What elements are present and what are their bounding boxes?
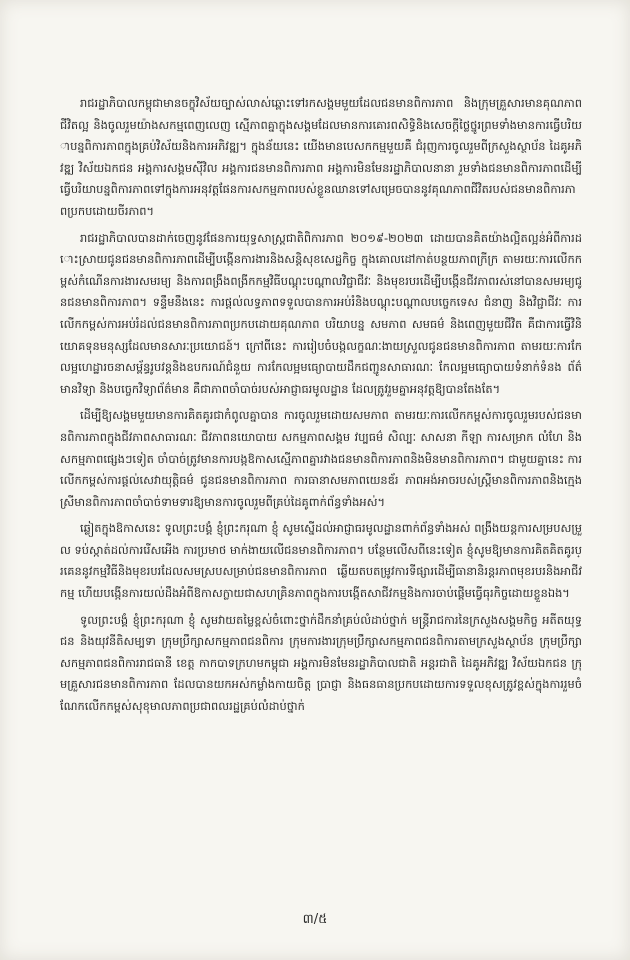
page-number: ៣/៥ xyxy=(302,912,328,927)
paragraph-1: រាជរដ្ឋាភិបាលកម្ពុជាមានចក្ខុវិស័យច្បាស់លាស់ឆ្ពោះទៅរកសង្គមមួយដែលជនមានពិការភាព និងក្រុមគ្រួសារមានគុណភាពជីវិតល្អ និងចូលរួមយ៉ាងសកម្មពេញលេញ ស្មើភាពគ្នាក្នុងសង្គមដែលមានការគោរពសិទ្ធិនិងសេចក្តីថ្លៃថ្នូរព្រមទាំងមានការធ្វើបរិយាបន្នពិការភាពក្នុងគ្រប់វិស័យនិងការអភិវឌ្ឍ។ ក្នុងន័យនេះ យើងមានបេសកកម្មមួយគឺ ជំរុញការចូលរួមពីក្រសួងស្ថាប័ន ដៃគូអភិវឌ្ឍ វិស័យឯកជន អង្គការសង្គមស៊ីវិល អង្គការជនមានពិការភាព អង្គការមិនមែនរដ្ឋាភិបាលនានា រួមទាំងជនមានពិការភាពដើម្បីធ្វើបរិយាបន្នពិការភាពទៅក្នុងការអនុវត្តផែនការសកម្មភាពរបស់ខ្លួនឈានទៅសម្រេចបាននូវគុណភាពជីវិតរបស់ជនមានពិការភាពប្រកបដោយចីរភាព។ xyxy=(60,96,582,218)
paragraph-3: ដើម្បីឱ្យសង្គមមួយមានការគិតគូរជាកំពូលគ្នាបាន ការចូលរួមដោយសមភាព តាមរយៈការលើកកម្ពស់ការចូលរួមរបស់ជនមានពិការភាពក្នុងជីវភាពសាធារណៈ ជីវភាពនយោបាយ សកម្មភាពសង្គម វប្បធម៌ សិល្បៈ សាសនា កីឡា ការសម្រាក លំហែ និងសកម្មភាពផ្សេងៗទៀត ចាំបាច់ត្រូវមានការបង្កឱកាសស្មើភាពគ្នារវាងជនមានពិការភាពនិងមិនមានពិការភាព។ ជាមួយគ្នានេះ ការលើកកម្ពស់ការផ្តល់សេវាយុត្តិធម៌ ជូនជនមានពិការភាព ការធានាសមភាពយេនឌ័រ ភាពអង់អាចរបស់ស្ត្រីមានពិការភាពនិងក្មេងស្រីមានពិការភាពចាំបាច់ទាមទារឱ្យមានការចូលរួមពីគ្រប់ដៃគូពាក់ព័ន្ធទាំងអស់។ xyxy=(60,408,582,509)
document-body xyxy=(60,93,582,723)
paragraph-4: ឆ្លៀតក្នុងឱកាសនេះ ទូលព្រះបង្គំ ខ្ញុំព្រះករុណា ខ្ញុំ សូមស្នើដល់អាជ្ញាធរមូលដ្ឋានពាក់ព័ន្ធទាំងអស់ ពង្រឹងយន្តការសម្របសម្រួល ទប់ស្កាត់ដល់ការរើសអើង ការប្រមាថ មាក់ងាយលើជនមានពិការភាព។ បន្ថែមលើសពីនេះទៀត ខ្ញុំសូមឱ្យមានការគិតគិតគូរប្រគេននូវកម្មវិធីនិងមុខរបរដែលសមស្របសម្រាប់ជនមានពិការភាព ឆ្លើយតបតម្រូវការទីផ្សារដើម្បីធានានិរន្តរភាពមុខរបរនិងអាជីវកម្ម ហើយបង្កើនការយល់ដឹងអំពីឱកាសក្លាយជាសហគ្រិនភាពក្នុងការបង្កើតសាជីវកម្មនិងការចាប់ផ្តើមធ្វើធុរកិច្ចដោយខ្លួនឯង។ xyxy=(60,521,582,601)
paragraph-2: រាជរដ្ឋាភិបាលបានដាក់ចេញនូវផែនការយុទ្ធសាស្ត្រជាតិពិការភាព ២០១៩-២០២៣ ដោយបានគិតយ៉ាងល្អិតល្អន់អំពីការដោះស្រាយជូនជនមានពិការភាពដើម្បីបង្កើនការងារនិងសន្តិសុខសេដ្ឋកិច្ច ក្នុងគោលដៅកាត់បន្ថយភាពក្រីក្រ តាមរយៈការលើកកម្ពស់កំណើនការងារសមរម្យ និងការពង្រឹងពង្រីកកម្មវិធីបណ្តុះបណ្តាលវិជ្ជាជីវៈ និងមុខរបរដើម្បីបង្កើនជីវភាពរស់នៅបានសមរម្យជូនជនមានពិការភាព។ ទន្ទឹមនឹងនេះ ការផ្តល់លទ្ធភាពទទួលបានការអប់រំនិងបណ្តុះបណ្តាលបច្ចេកទេស ជំនាញ និងវិជ្ជាជីវៈ ការលើកកម្ពស់ការអប់រំដល់ជនមានពិការភាពប្រកបដោយគុណភាព បរិយាបន្ន សមភាព សមធម៌ និងពេញមួយជីវិត គឺជាការធ្វើវិនិយោគទុនមនុស្សដែលមានសារៈប្រយោជន៍។ ក្រៅពីនេះ ការរៀបចំបង្កលក្ខណៈងាយស្រួលជូនជនមានពិការភាព តាមរយៈការកែលម្អហេដ្ឋារចនាសម្ព័ន្ធរូបវន្តនិងឧបករណ៍ជំនួយ ការកែលម្អមធ្យោបាយដឹកជញ្ជូនសាធារណៈ កែលម្អមធ្យោបាយទំនាក់ទំនង ព័ត៌មានវិទ្យា និងបច្ចេកវិទ្យាព័ត៌មាន គឺជាភាពចាំបាច់របស់អាជ្ញាធរមូលដ្ឋាន ដែលត្រូវរួមគ្នាអនុវត្តឱ្យបានតែងតែ។ xyxy=(60,230,582,396)
paragraph-5: ទូលព្រះបង្គំ ខ្ញុំព្រះករុណា ខ្ញុំ សូមវាយតម្លៃខ្ពស់ចំពោះថ្នាក់ដឹកនាំគ្រប់លំដាប់ថ្នាក់ មន្ត្រីរាជការនៃក្រសួងសង្គមកិច្ច អតីតយុទ្ធជន និងយុវនីតិសម្បទា ក្រុមប្រឹក្សាសកម្មភាពជនពិការ ក្រុមការងារក្រុមប្រឹក្សាសកម្មភាពជនពិការតាមក្រសួងស្ថាប័ន ក្រុមប្រឹក្សាសកម្មភាពជនពិការរាជធានី ខេត្ត កាកបាទក្រហមកម្ពុជា អង្គការមិនមែនរដ្ឋាភិបាលជាតិ អន្តរជាតិ ដៃគូអភិវឌ្ឍ វិស័យឯកជន ក្រុមគ្រួសារជនមានពិការភាព ដែលបានយកអស់កម្លាំងកាយចិត្ត ប្រាជ្ញា និងធនធានប្រកបដោយការទទួលខុសត្រូវខ្ពស់ក្នុងការរួមចំណែកលើកកម្ពស់សុខុមាលភាពប្រជាពលរដ្ឋគ្រប់លំដាប់ថ្នាក់ xyxy=(60,612,582,714)
